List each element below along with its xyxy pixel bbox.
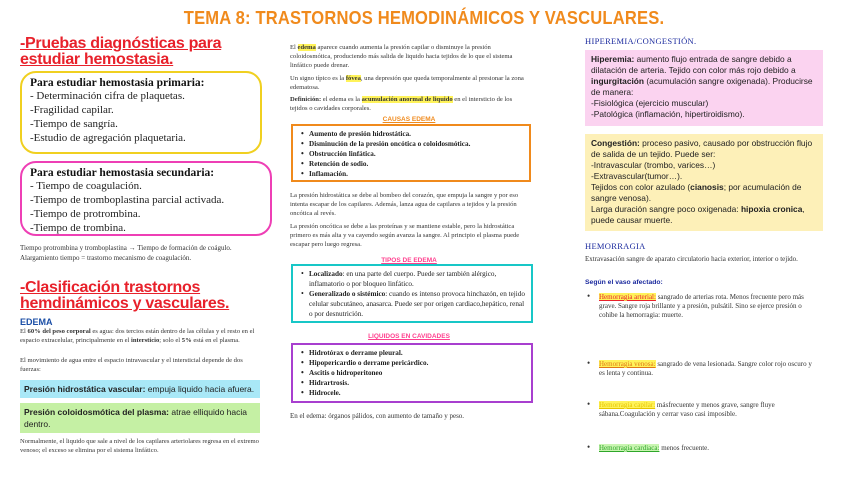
liquido-item: • Ascitis o hidroperitoneo (301, 368, 525, 378)
secondary-item: -Tiempo de tromboplastina parcial activada. (30, 194, 225, 206)
hemorragia-heading: HEMORRAGIA (585, 241, 646, 251)
hiperemia-item: -Fisiológica (ejercicio muscular) (591, 98, 709, 108)
note-protrombina: Tiempo protrombina y tromboplastina → Tiempo de formación de coágulo. (20, 244, 232, 252)
fovea-text: Un signo típico es la fóvea, una depresión que queda temporalmente al presionar la zona edematosa. (290, 75, 524, 91)
liquidos-heading: LIQUIDOS EN CAVIDADES (368, 333, 450, 340)
hemorragia-subheading: Según el vaso afectado: (585, 279, 663, 286)
causas-box (291, 124, 531, 182)
primary-item: - Determinación cifra de plaquetas. (30, 90, 185, 102)
hydrostatic-explain: La presión hidrostática se debe al bombeo del corazón, que empuja la sangre y por eso intenta escapar de los capilares. Además, lanza agua de capilares a tejidos y la presión oncótica al revés. (290, 192, 519, 217)
tipos-box (291, 264, 533, 323)
note-alargamiento: Alargamiento tiempo = trastorno mecanismo de coagulación. (20, 254, 192, 262)
tipo-item: • Localizado: en una parte del cuerpo. Puede ser también alérgico, inflamatorio o por bloqueo linfático. (301, 269, 525, 289)
liquido-item: • Hidrotórax o derrame pleural. (301, 348, 525, 358)
secondary-hemostasis-box (20, 161, 272, 236)
causa-item: • Aumento de presión hidrostática. (301, 129, 523, 139)
hiperemia-heading: HIPEREMIA/CONGESTIÓN. (585, 36, 697, 46)
edema-paragraph-2: El movimiento de agua entre el espacio intravascular y el intersticial depende de dos fuerzas: (20, 357, 243, 373)
left-footer: Normalmente, el liquido que sale a nivel de los capilares arteriolares regresa en el extremo venoso; el exceso se elimina por el sistema linfático. (20, 438, 259, 454)
section-title-clasificacion: -Clasificación trastornos hemdinámicos y vasculares. (20, 279, 230, 312)
liquidos-box (291, 343, 533, 403)
liquido-item: • Hidrocele. (301, 388, 525, 398)
page-title: TEMA 8: TRASTORNOS HEMODINÁMICOS Y VASCULARES. (183, 8, 665, 28)
primary-item: -Tiempo de sangría. (30, 118, 118, 130)
hemorragia-venosa: • Hemorragia venosa: sangrado de vena lesionada. Sangre color rojo oscuro y es lenta y continua. (587, 360, 812, 378)
hemorragia-capilar: • Hemorragia capilar: másfrecuente y menos grave, sangre fluye sábana.Coagulación y cerrar vaso casi imposible. (587, 401, 812, 419)
tipo-item: • Generalizado o sistémico: cuando es intenso provoca hinchazón, en tejido celular subcutáneo, anasarca. Puede ser por origen cardiaco,hepático, renal o por desnutrición. (301, 289, 525, 319)
hydrostatic-pressure-box: Presión hidrostática vascular: empuja liquido hacia afuera. (20, 380, 260, 398)
congestion-panel: Congestión: proceso pasivo, causado por obstrucción flujo de salida de un tejido. Puede ser: -Intravascular (trombo, varices…) -Extravascular(tumor…). Tejidos con color azulado (cianosis; por acumulación de sangre venosa). Larga duración sangre poco oxigenada: hipoxia cronica, puede causar muerte. (585, 134, 823, 231)
liquido-item: • Hidrartrosis. (301, 378, 525, 388)
edema-heading: EDEMA (20, 317, 53, 327)
edema-intro: El edema aparece cuando aumenta la presión capilar o disminuye la presión coloidosmótica, produciendo más salida de liquido hacia tejidos de lo que el sistema linfático puede drenar. (290, 44, 513, 69)
hemorragia-definition: Extravasación sangre de aparato circulatorio hacia exterior, interior o tejido. (585, 255, 798, 263)
colloid-pressure-box: Presión coloidosmótica del plasma: atrae elliquido hacia dentro. (20, 403, 260, 433)
secondary-item: -Tiempo de protrombina. (30, 208, 141, 220)
congestion-item: -Intravascular (trombo, varices…) (591, 160, 716, 170)
primary-item: -Estudio de agregación plaquetaria. (30, 132, 186, 144)
liquido-item: • Hipopericardio o derrame pericárdico. (301, 358, 525, 368)
primary-hemostasis-box (20, 71, 262, 154)
oncotic-explain: La presión oncótica se debe a las proteínas y se mantiene estable, pero la hidrostática primero es más alta y va cayendo según avanza la sangre. Al principio el plasma puede escapar pero luego regresa. (290, 223, 520, 248)
primary-head: Para estudiar hemostasia primaria: (30, 77, 205, 89)
causa-item: • Retención de sodio. (301, 159, 523, 169)
causa-item: • Inflamación. (301, 169, 523, 179)
tipos-heading: TIPOS DE EDEMA (381, 257, 437, 264)
hiperemia-item: -Patológica (inflamación, hipertiroidismo). (591, 109, 745, 119)
causas-heading: CAUSAS EDEMA (382, 116, 436, 123)
definition-text: Definición: el edema es la acumulación anormal de liquido en el intersticio de los tejidos o cavidades corporales. (290, 96, 513, 112)
causa-item: • Disminución de la presión oncótica o coloidosmótica. (301, 139, 523, 149)
edema-paragraph: El 60% del peso corporal es agua: dos tercios están dentro de las células y el resto en el espacio extracelular, principalmente en el intersticio; solo el 5% está en el plasma. (20, 328, 255, 344)
secondary-item: - Tiempo de coagulación. (30, 180, 142, 192)
primary-item: -Fragilidad capilar. (30, 104, 114, 116)
middle-footer: En el edema: órganos pálidos, con aumento de tamaño y peso. (290, 412, 465, 420)
hemorragia-cardiaca: • Hemorragia cardiaca: menos frecuente. (587, 444, 812, 453)
hiperemia-panel: Hiperemia: aumento flujo entrada de sangre debido a dilatación de arteria. Tejido con color más rojo debido a ingurgitación (acumulación sangre oxigenada). Producirse de manera: -Fisiológica (ejercicio muscular) -Patológica (inflamación, hipertiroidismo). (585, 50, 823, 126)
congestion-item: -Extravascular(tumor…). (591, 171, 683, 181)
secondary-item: -Tiempo de trombina. (30, 222, 126, 234)
causa-item: • Obstrucción linfática. (301, 149, 523, 159)
hemorragia-arterial: • Hemorragia arterial: sangrado de arterias rota. Menos frecuente pero más grave. Sangre roja brillante y a presión, pulsátil. Sino se ejerce presión o cohibe la hemorragia: muerte. (587, 293, 812, 320)
section-title-pruebas: -Pruebas diagnósticas para estudiar hemostasia. (20, 35, 222, 68)
secondary-head: Para estudiar hemostasia secundaria: (30, 167, 215, 179)
